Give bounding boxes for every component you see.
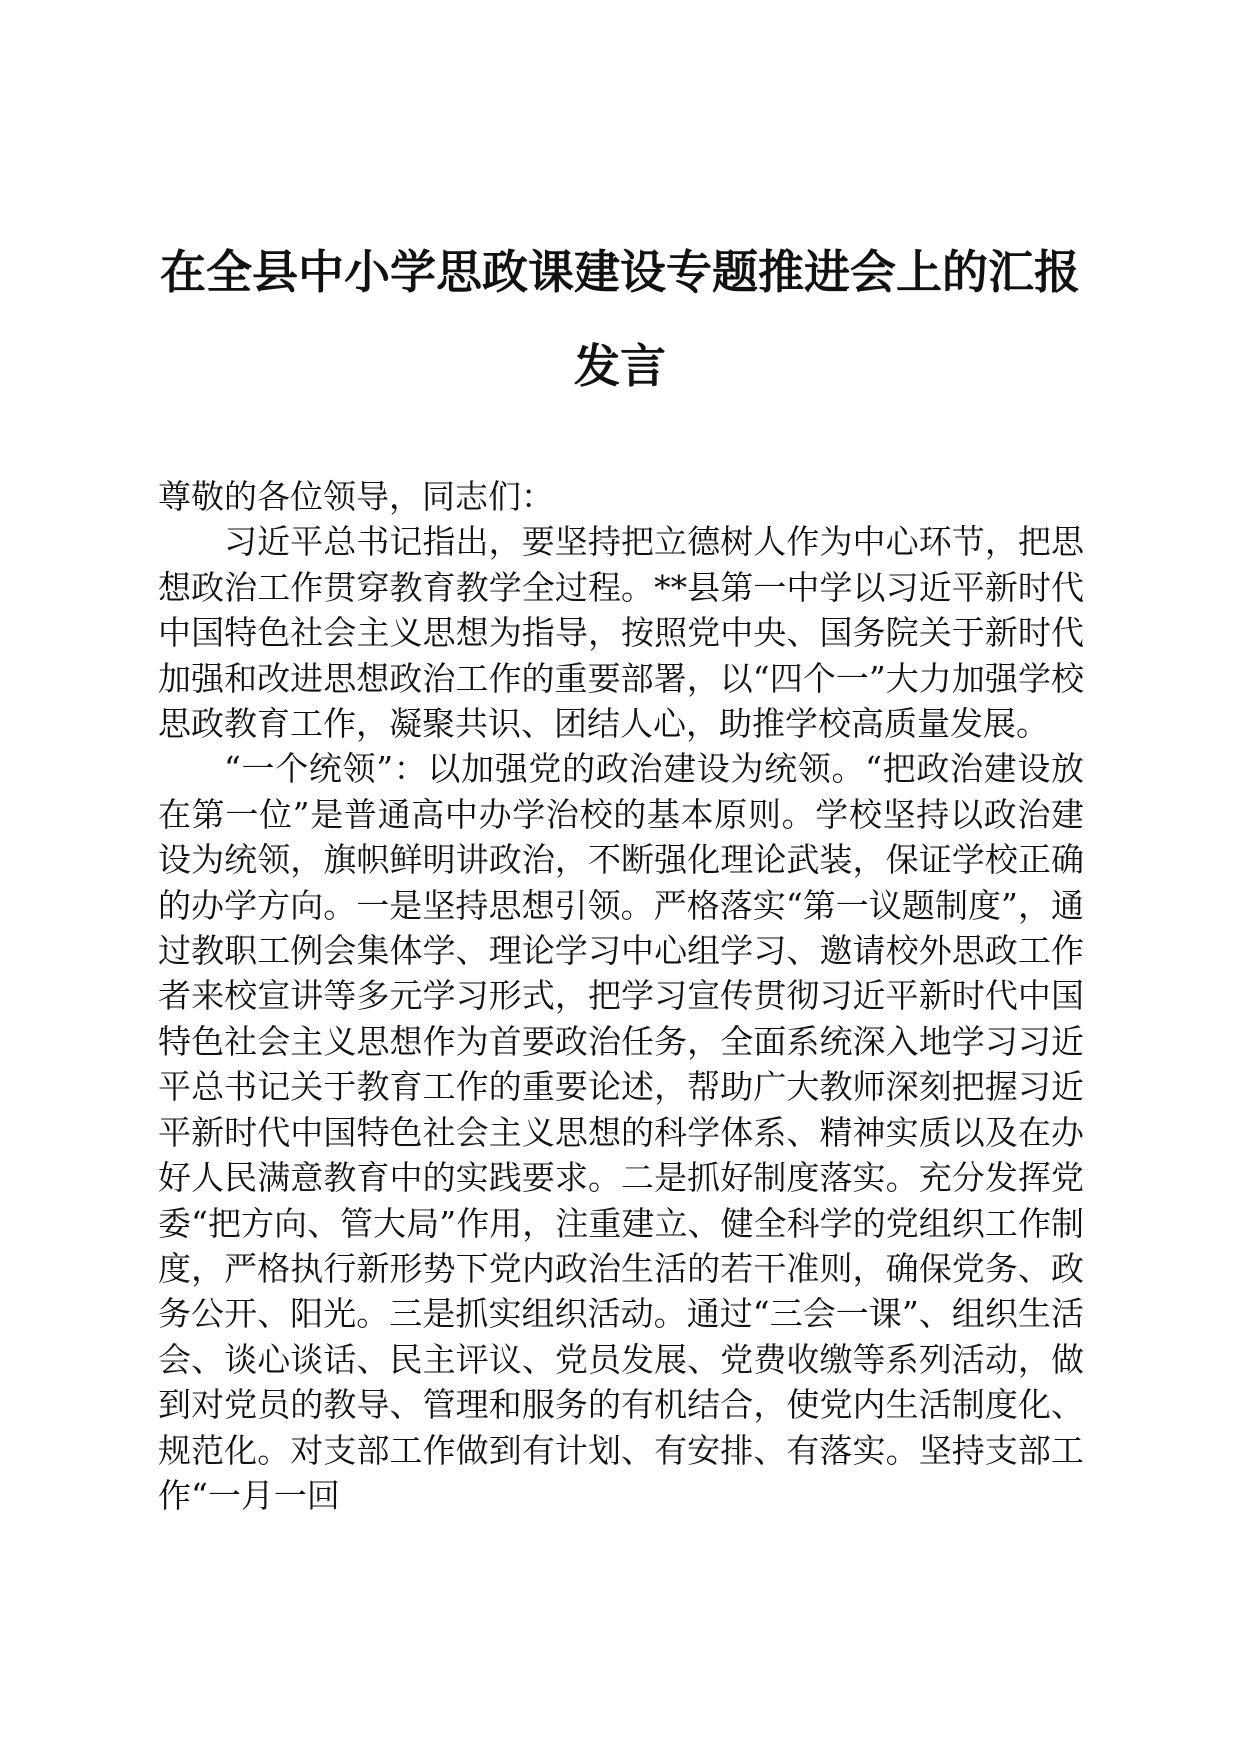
document-title [150, 225, 1090, 413]
paragraph-one-leadership: “一个统领”：以加强党的政治建设为统领。“把政治建设放在第一位”是普通高中办学治校的基本原则。学校坚持以政治建设为统领，旗帜鲜明讲政治，不断强化理论武装，保证学校正确的办学方向。一是坚持思想引领。严格落实“第一议题制度”，通过教职工例会集体学、理论学习中心组学习、邀请校外思政工作者来校宣讲等多元学习形式，把学习宣传贯彻习近平新时代中国特色社会主义思想作为首要政治任务，全面系统深入地学习习近平总书记关于教育工作的重要论述，帮助广大教师深刻把握习近平新时代中国特色社会主义思想的科学体系、精神实质以及在办好人民满意教育中的实践要求。二是抓好制度落实。充分发挥党委“把方向、管大局”作用，注重建立、健全科学的党组织工作制度，严格执行新形势下党内政治生活的若干准则，确保党务、政务公开、阳光。三是抓实组织活动。通过“三会一课”、组织生活会、谈心谈话、民主评议、党员发展、党费收缴等系列活动，做到对党员的教导、管理和服务的有机结合，使党内生活制度化、规范化。对支部工作做到有计划、有安排、有落实。坚持支部工作“一月一回 [158, 749, 1084, 1515]
salutation: 尊敬的各位领导，同志们： [158, 477, 554, 516]
title-line-2: 发言 [574, 339, 666, 393]
title-line-1: 在全县中小学思政课建设专题推进会上的汇报 [160, 245, 1080, 299]
paragraph-intro: 习近平总书记指出，要坚持把立德树人作为中心环节，把思想政治工作贯穿教育教学全过程。**县第一中学以习近平新时代中国特色社会主义思想为指导，按照党中央、国务院关于新时代加强和改进思想政治工作的重要部署，以“四个一”大力加强学校思政教育工作，凝聚共识、团结人心，助推学校高质量发展。 [158, 522, 1084, 744]
document-body [158, 474, 1084, 1518]
